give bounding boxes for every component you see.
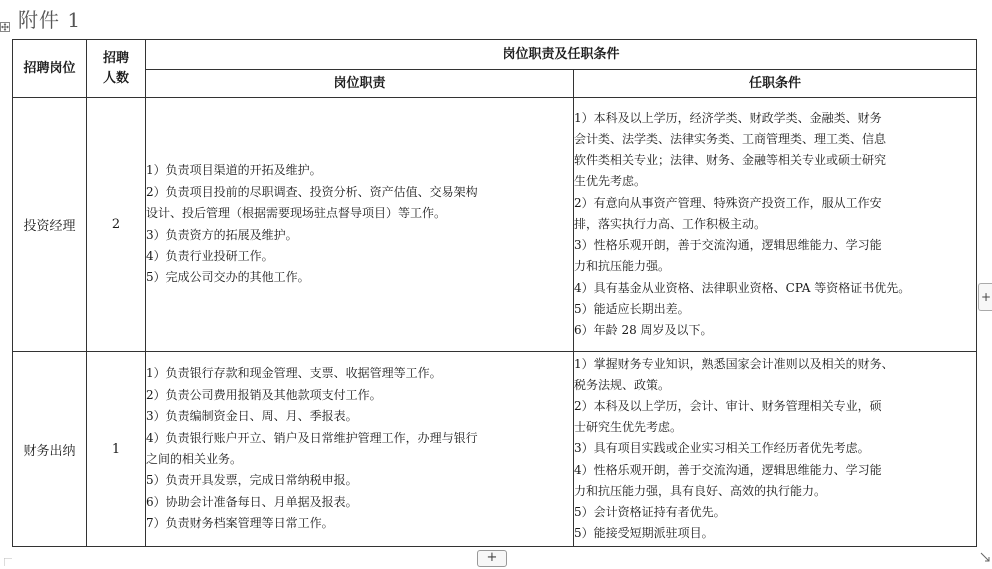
count-cell[interactable]: 2 — [87, 98, 146, 352]
move-icon — [0, 22, 10, 32]
header-count — [87, 40, 146, 98]
duty-line: 7）负责财务档案管理等日常工作。 — [146, 516, 334, 531]
requirement-line: 3）具有项目实践或企业实习相关工作经历者优先考虑。 — [574, 441, 870, 456]
requirement-line: 4）具有基金从业资格、法律职业资格、CPA 等资格证书优先。 — [574, 280, 911, 295]
page-corner-mark — [4, 558, 12, 566]
duties-cell[interactable] — [146, 352, 574, 547]
header-duties: 岗位职责 — [146, 70, 574, 98]
duties-cell[interactable] — [146, 98, 574, 352]
requirement-line: 6）年龄 28 周岁及以下。 — [574, 322, 713, 337]
requirement-line: 力和抗压能力强，具有良好、高效的执行能力。 — [574, 483, 827, 498]
position-cell[interactable]: 财务出纳 — [13, 352, 87, 547]
requirement-line: 会计类、法学类、法律实务类、工商管理类、理工类、信息 — [574, 132, 887, 147]
duty-line: 1）负责项目渠道的开拓及维护。 — [146, 163, 322, 178]
table-row — [13, 352, 977, 547]
duty-line: 2）负责公司费用报销及其他款项支付工作。 — [146, 387, 382, 402]
requirement-line: 排，落实执行力高、工作积极主动。 — [574, 216, 767, 231]
duty-line: 3）负责编制资金日、周、月、季报表。 — [146, 409, 358, 424]
requirement-line: 士研究生优先考虑。 — [574, 420, 683, 435]
attachment-title: 附件 1 — [18, 8, 82, 32]
requirements-cell[interactable] — [574, 352, 977, 547]
duty-line: 设计、投后管理（根据需要现场驻点督导项目）等工作。 — [146, 206, 447, 221]
duty-line: 5）完成公司交办的其他工作。 — [146, 270, 310, 285]
header-position: 招聘岗位 — [13, 40, 87, 98]
requirement-line: 4）性格乐观开朗，善于交流沟通，逻辑思维能力、学习能 — [574, 462, 882, 477]
requirement-line: 1）本科及以上学历，经济学类、财政学类、金融类、财务 — [574, 110, 882, 125]
requirement-line: 5）会计资格证持有者优先。 — [574, 505, 726, 519]
duty-line: 5）负责开具发票，完成日常纳税申报。 — [146, 473, 358, 488]
requirement-line: 税务法规、政策。 — [574, 377, 671, 392]
table-move-handle[interactable] — [0, 22, 10, 32]
table-subheader-row — [13, 70, 977, 98]
duty-line: 4）负责行业投研工作。 — [146, 248, 274, 263]
resize-icon — [980, 552, 990, 562]
recruitment-table — [12, 39, 977, 547]
requirement-line: 5）能接受短期派驻项目。 — [574, 526, 714, 541]
table-row — [13, 98, 977, 352]
duty-line: 之间的相关业务。 — [146, 452, 243, 466]
header-count-line2: 人数 — [102, 70, 129, 86]
position-cell[interactable]: 投资经理 — [13, 98, 87, 352]
requirements-cell[interactable] — [574, 98, 977, 352]
duty-line: 3）负责资方的拓展及维护。 — [146, 227, 298, 242]
requirement-line: 生优先考虑。 — [574, 174, 647, 189]
requirement-line: 5）能适应长期出差。 — [574, 301, 690, 316]
duty-line: 6）协助会计准备每日、月单据及报表。 — [146, 494, 358, 509]
header-requirements: 任职条件 — [574, 70, 977, 98]
table-resize-handle[interactable] — [980, 552, 990, 562]
requirement-line: 2）有意向从事资产管理、特殊资产投资工作，服从工作安 — [574, 195, 882, 210]
insert-column-button[interactable]: + — [978, 283, 992, 311]
count-cell[interactable]: 1 — [87, 352, 146, 547]
insert-row-button[interactable]: + — [477, 550, 507, 567]
requirement-line: 2）本科及以上学历，会计、审计、财务管理相关专业，硕 — [574, 398, 882, 413]
duty-line: 1）负责银行存款和现金管理、支票、收据管理等工作。 — [146, 366, 442, 381]
requirement-line: 力和抗压能力强。 — [574, 259, 671, 274]
duty-line: 2）负责项目投前的尽职调查、投资分析、资产估值、交易架构 — [146, 184, 478, 199]
requirement-line: 3）性格乐观开朗，善于交流沟通，逻辑思维能力、学习能 — [574, 238, 882, 253]
header-count-line1: 招聘 — [102, 50, 129, 66]
table-header-row — [13, 40, 977, 70]
requirement-line: 软件类相关专业；法律、财务、金融等相关专业或硕士研究 — [574, 153, 887, 168]
duty-line: 4）负责银行账户开立、销户及日常维护管理工作，办理与银行 — [146, 430, 478, 445]
requirement-line: 1）掌握财务专业知识，熟悉国家会计准则以及相关的财务、 — [574, 356, 894, 371]
header-group: 岗位职责及任职条件 — [146, 40, 977, 70]
